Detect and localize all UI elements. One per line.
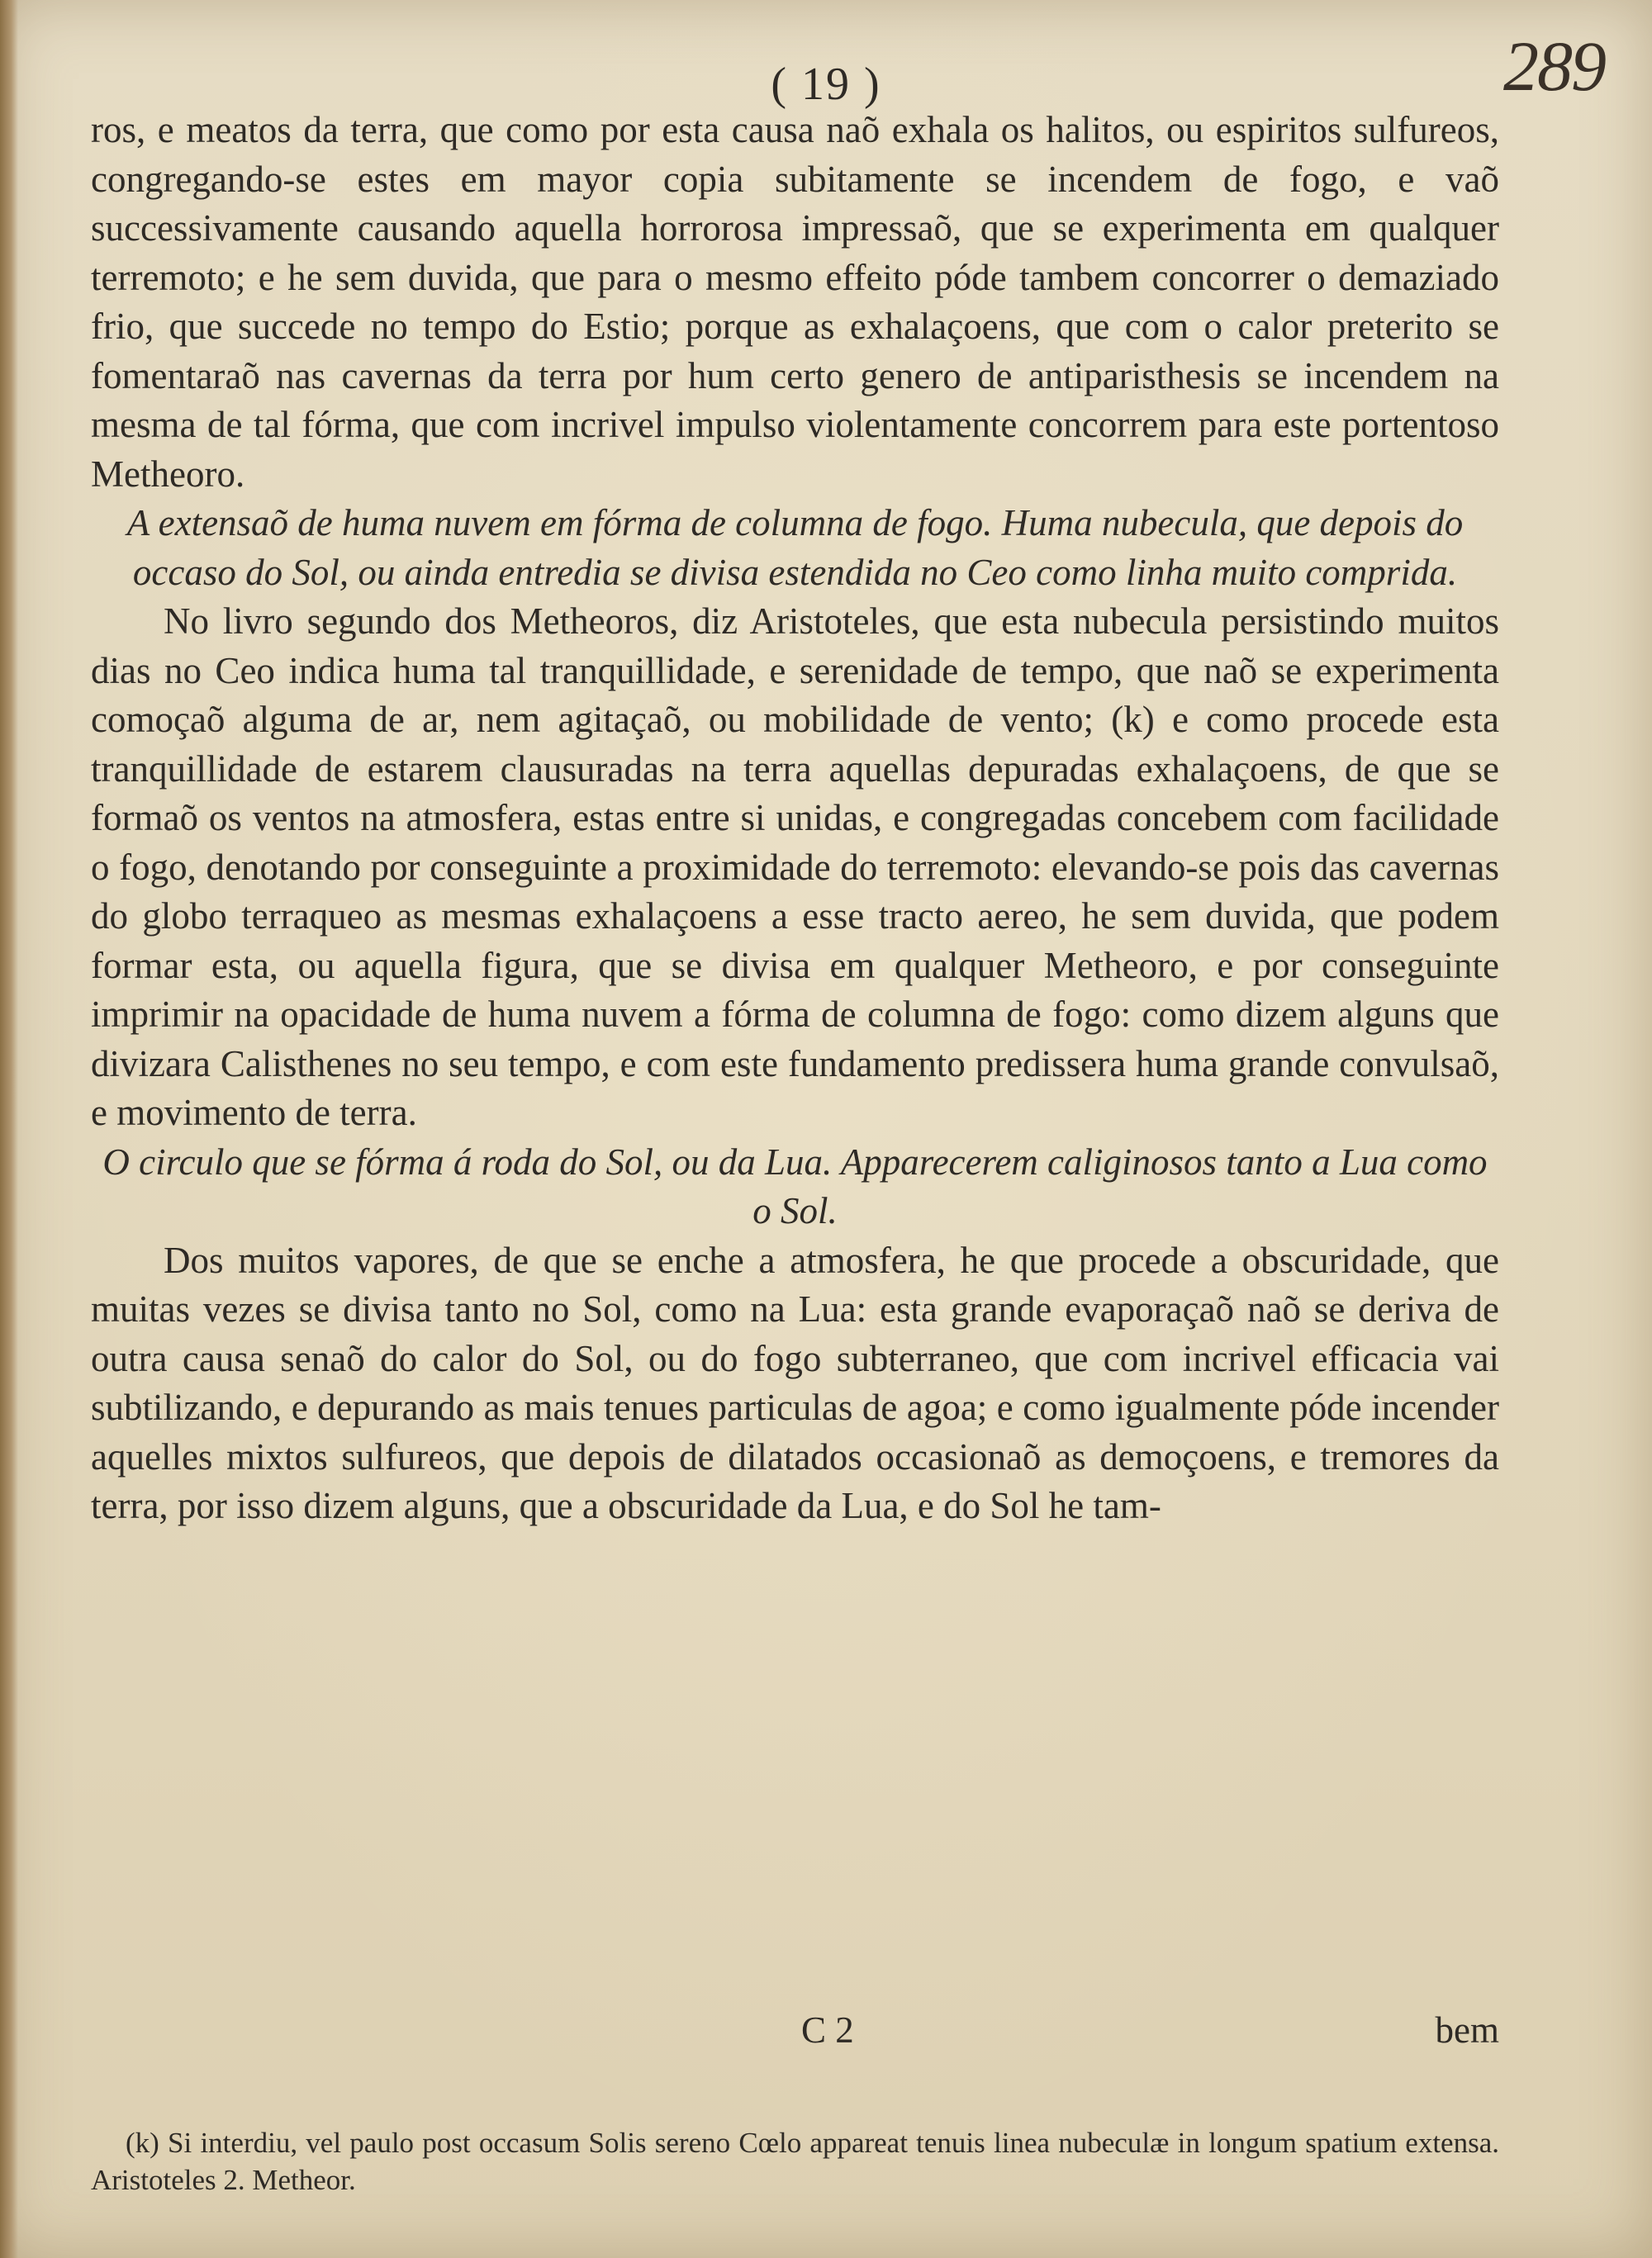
signature-mark: C 2 [801, 2009, 854, 2051]
main-text [91, 106, 1499, 1531]
handwritten-folio-number: 289 [1503, 26, 1605, 106]
page-number: ( 19 ) [771, 59, 881, 110]
section-heading: A extensaõ de huma nuvem em fórma de columna de fogo. Huma nubecula, que depois do occaso do Sol, ou ainda entredia se divisa estendida no Ceo como linha muito comprida. [126, 502, 1464, 593]
footnote-text: (k) Si interdiu, vel paulo post occasum Solis sereno Cœlo appareat tenuis linea nubeculæ in longum spatium extensa. Aristoteles 2. Metheor. [91, 2127, 1499, 2196]
catchword: bem [1435, 2009, 1499, 2051]
catchline [91, 2009, 1499, 2060]
section-heading: O circulo que se fórma á roda do Sol, ou da Lua. Apparecerem caliginosos tanto a Lua como o Sol. [102, 1141, 1488, 1231]
paragraph: Dos muitos vapores, de que se enche a atmosfera, he que procede a obscuridade, que muitas vezes se divisa tanto no Sol, como na Lua: esta grande evaporaçaõ naõ se deriva de outra causa senaõ do calor do Sol, ou do fogo subterraneo, que com incrivel efficacia vai subtilizando, e depurando as mais tenues particulas de agoa; e como igualmente póde incender aquelles mixtos sulfureos, que depois de dilatados occasionaõ as demoçoens, e tremores da terra, por isso dizem alguns, que a obscuridade da Lua, e do Sol he tam- [91, 1239, 1499, 1526]
footnote [91, 2124, 1499, 2199]
binding-edge [0, 0, 18, 2258]
paragraph: No livro segundo dos Metheoros, diz Aristoteles, que esta nubecula persistindo muitos dias no Ceo indica huma tal tranquillidade, e serenidade de tempo, que naõ se experimenta comoçaõ alguma de ar, nem agitaçaõ, ou mobilidade de vento; (k) e como procede esta tranquillidade de estarem clausuradas na terra aquellas depuradas exhalaçoens, de que se formaõ os ventos na atmosfera, estas entre si unidas, e congregadas concebem com facilidade o fogo, denotando por conseguinte a proximidade do terremoto: elevando-se pois das cavernas do globo terraqueo as mesmas exhalaçoens a esse tracto aereo, he sem duvida, que podem formar esta, ou aquella figura, que se divisa em qualquer Metheoro, e por conseguinte imprimir na opacidade de huma nuvem a fórma de columna de fogo: como dizem alguns que divizara Calisthenes no seu tempo, e com este fundamento predissera huma grande convulsaõ, e movimento de terra. [91, 600, 1499, 1133]
paragraph-continuation: ros, e meatos da terra, que como por esta causa naõ exhala os halitos, ou espiritos sulfureos, congregando-se estes em mayor copia subitamente se incendem de fogo, e vaõ successivamente causando aquella horrorosa impressaõ, que se experimenta em qualquer terremoto; e he sem duvida, que para o mesmo effeito póde tambem concorrer o demaziado frio, que succede no tempo do Estio; porque as exhalaçoens, que com o calor preterito se fomentaraõ nas cavernas da terra por hum certo genero de antiparisthesis se incendem na mesma de tal fórma, que com incrivel impulso violentamente concorrem para este portentoso Metheoro. [91, 109, 1499, 495]
